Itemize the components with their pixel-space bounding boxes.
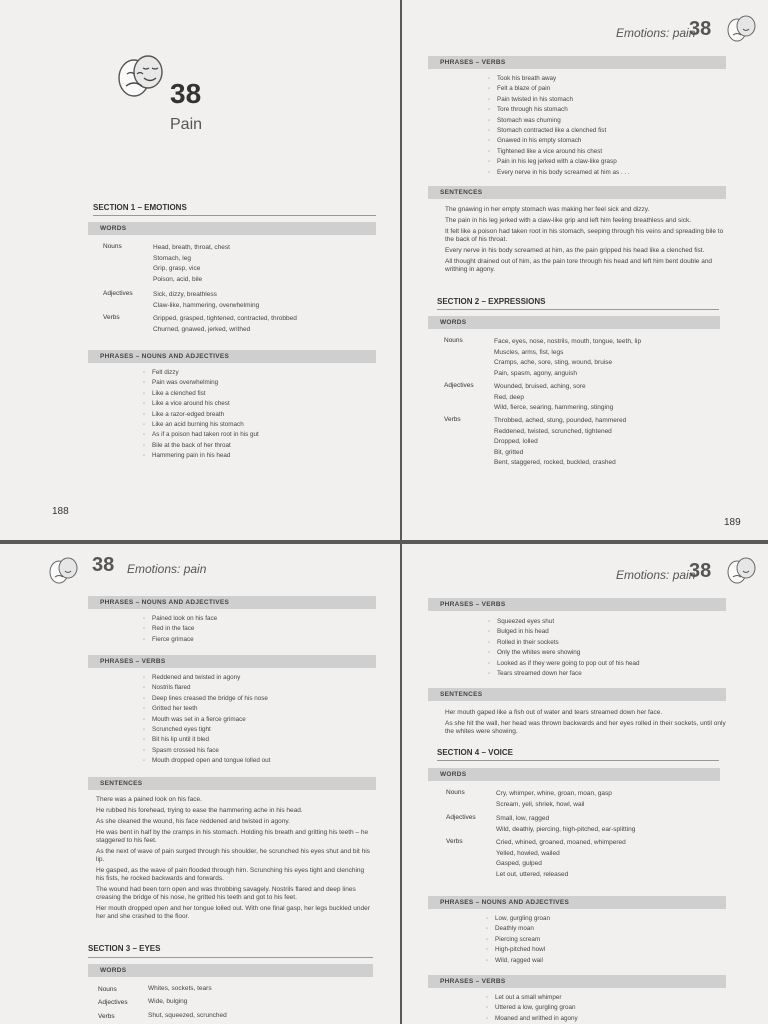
list-item: ◦ Bulged in his head (488, 627, 639, 637)
verb-line: Churned, gnawed, jerked, writhed (153, 325, 251, 333)
adjective-line: Small, low, ragged (496, 815, 550, 822)
section-3-heading: SECTION 3 – EYES (88, 944, 161, 953)
adjective-line: Wild, fierce, searing, hammering, stinging (494, 404, 614, 411)
adjectives-label: Adjectives (446, 814, 476, 821)
adjective-line: Claw-like, hammering, overwhelming (153, 301, 260, 309)
noun-line: Pain, spasm, agony, anguish (494, 369, 577, 377)
list-item: ◦ Piercing scream (486, 935, 550, 945)
theatre-masks-icon (46, 556, 82, 586)
chapter-number: 38 (170, 78, 202, 109)
list-item: ◦ Only the whites were showing (488, 648, 639, 658)
sentences-bar: SENTENCES (428, 186, 726, 199)
na-phrases-list (486, 914, 550, 966)
phrases-nouns-adjectives-bar: PHRASES – NOUNS AND ADJECTIVES (428, 896, 726, 909)
verbs-label: Verbs (98, 1013, 115, 1020)
page-189 (402, 0, 768, 540)
theatre-masks-icon (724, 14, 758, 44)
verb-line: Throbbed, ached, stung, pounded, hammered (494, 417, 627, 424)
adjectives-values (496, 814, 635, 835)
words-bar: WORDS (88, 222, 376, 235)
adjectives-label: Adjectives (98, 999, 128, 1006)
sentence: All thought drained out of him, as the pain tore through his head and left him bent double and writhing in agony. (445, 258, 713, 273)
page-188 (0, 0, 400, 540)
sentences-block (445, 206, 730, 274)
sentences-block (445, 709, 730, 736)
verb-line: Reddened, twisted, scrunched, tightened (494, 427, 612, 435)
verb-line: Bent, staggered, rocked, buckled, crashed (494, 459, 616, 466)
page-190 (0, 544, 400, 1024)
nouns-values (153, 243, 230, 285)
sentence: The gnawing in her empty stomach was making her feel sick and dizzy. (445, 206, 650, 213)
page-number: 189 (724, 517, 741, 528)
noun-line: Grip, grasp, vice (153, 265, 201, 272)
list-item: ◦ Bit his lip until it bled (143, 735, 270, 745)
list-item: ◦ Red in the face (143, 624, 217, 634)
list-item: ◦ Felt dizzy (143, 368, 259, 378)
list-item: ◦ Pain in his leg jerked with a claw-like grasp (488, 157, 630, 167)
verbs-label: Verbs (444, 416, 461, 423)
verb-line: Let out, uttered, released (496, 870, 569, 878)
adjective-line: Wild, deathly, piercing, high-pitched, ear-splitting (496, 825, 636, 833)
noun-line: Cramps, ache, sore, sting, wound, bruise (494, 359, 613, 366)
list-item: ◦ Gnawed in his empty stomach (488, 136, 630, 146)
sentences-bar: SENTENCES (428, 688, 726, 701)
nouns-values (496, 789, 612, 810)
adjectives-values (153, 290, 259, 311)
list-item: ◦ Tightened like a vice around his chest (488, 147, 630, 157)
list-item: ◦ Stomach contracted like a clenched fist (488, 126, 630, 136)
sentence: As the next of wave of pain surged through his shoulder, he scrunched his eyes shut and bit his lip. (96, 848, 370, 863)
list-item: ◦ Pain twisted in his stomach (488, 95, 630, 105)
list-item: ◦ As if a poison had taken root in his gut (143, 430, 259, 440)
verbs-values (494, 416, 626, 469)
list-item: ◦ High-pitched howl (486, 945, 550, 955)
section-rule (93, 215, 376, 216)
noun-line: Head, breath, throat, chest (153, 244, 230, 251)
list-item: ◦ Squeezed eyes shut (488, 617, 639, 627)
sentence: Her mouth gaped like a fish out of water and tears streamed down her face. (445, 709, 663, 716)
nouns-values (494, 337, 641, 379)
header-title: Emotions: pain (616, 26, 696, 40)
verbs-values (153, 314, 297, 335)
list-item: ◦ Rolled in their sockets (488, 638, 639, 648)
header-number: 38 (689, 18, 712, 40)
list-item: ◦ Reddened and twisted in agony (143, 673, 270, 683)
list-item: ◦ Moaned and writhed in agony (486, 1014, 578, 1024)
adjectives-values: Wide, bulging (148, 998, 188, 1005)
adjective-line: Red, deep (494, 393, 524, 401)
list-item: ◦ Like a clenched fist (143, 389, 259, 399)
nouns-label: Nouns (444, 337, 463, 344)
adjectives-values (494, 382, 613, 414)
sentence: He was bent in half by the cramps in his stomach. Holding his breath and gritting his teeth – he staggered to his feet. (96, 829, 369, 844)
noun-line: Face, eyes, nose, nostrils, mouth, tongue, teeth, lip (494, 338, 642, 345)
sentences-bar: SENTENCES (88, 777, 376, 790)
list-item: ◦ Mouth was set in a fierce grimace (143, 715, 270, 725)
list-item: ◦ Nostrils flared (143, 683, 270, 693)
verbs-values: Shut, squeezed, scrunched (148, 1012, 227, 1019)
theatre-masks-icon (724, 556, 758, 586)
phrases-list (143, 368, 259, 462)
list-item: ◦ Gritted her teeth (143, 704, 270, 714)
verb-line: Gasped, gulped (496, 860, 542, 867)
list-item: ◦ Looked as if they were going to pop out of his head (488, 659, 639, 669)
section-1-heading: SECTION 1 – EMOTIONS (93, 203, 187, 212)
sentence: As she hit the wall, her head was thrown backwards and her eyes rolled in their sockets, until only the whites were showing. (445, 720, 726, 735)
page-191 (402, 544, 768, 1024)
chapter-title: Pain (170, 116, 203, 133)
nouns-values: Whites, sockets, tears (148, 985, 212, 992)
nouns-label: Nouns (446, 789, 465, 796)
sentence: He rubbed his forehead, trying to ease the hammering ache in his head. (96, 807, 303, 814)
list-item: ◦ Tore through his stomach (488, 105, 630, 115)
na-phrases-list (143, 614, 217, 645)
header-title: Emotions: pain (127, 562, 207, 576)
list-item: ◦ Stomach was churning (488, 116, 630, 126)
sentence: The wound had been torn open and was throbbing savagely. Nostrils flared and deep lines creasing the bridge of his nose, he gritted his teeth and got to his feet. (96, 886, 356, 901)
list-item: ◦ Like an acid burning his stomach (143, 420, 259, 430)
noun-line: Muscles, arms, fist, legs (494, 348, 564, 356)
verbs-values (496, 838, 626, 880)
list-item: ◦ Fierce grimace (143, 635, 217, 645)
verb-line: Dropped, lolled (494, 438, 538, 445)
verb-phrases-list-2 (486, 993, 578, 1024)
section-rule (437, 309, 719, 310)
list-item: ◦ Wild, ragged wail (486, 956, 550, 966)
phrases-verbs-bar: PHRASES – VERBS (428, 56, 726, 69)
verb-line: Yelled, howled, wailed (496, 849, 560, 857)
words-bar: WORDS (428, 316, 720, 329)
list-item: ◦ Pain was overwhelming (143, 378, 259, 388)
section-4-heading: SECTION 4 – VOICE (437, 748, 514, 757)
noun-line: Poison, acid, bile (153, 275, 203, 283)
list-item: ◦ Scrunched eyes tight (143, 725, 270, 735)
phrases-nouns-adjectives-bar: PHRASES – NOUNS AND ADJECTIVES (88, 350, 376, 363)
verb-phrases-list (143, 673, 270, 767)
list-item: ◦ Hammering pain in his head (143, 451, 259, 461)
nouns-label: Nouns (98, 986, 117, 993)
list-item: ◦ Deathly moan (486, 924, 550, 934)
sentence: Her mouth dropped open and her tongue lolled out. With one final gasp, her legs buckled under her and she crashed to the floor. (96, 905, 370, 920)
list-item: ◦ Bile at the back of her throat (143, 441, 259, 451)
section-rule (437, 760, 719, 761)
sentence: Every nerve in his body screamed at him, as the pain gripped his head like a clenched fist. (445, 247, 705, 254)
adjective-line: Sick, dizzy, breathless (153, 291, 217, 298)
sentence: As she cleaned the wound, his face reddened and twisted in agony. (96, 818, 290, 825)
sentence: He gasped, as the wave of pain flooded through him. Scrunching his eyes tight and clenching his fists, he rocked backwards and forwards. (96, 867, 365, 882)
adjective-line: Wounded, bruised, aching, sore (494, 383, 586, 390)
adjectives-label: Adjectives (103, 290, 133, 297)
list-item: ◦ Low, gurgling groan (486, 914, 550, 924)
page-number: 188 (52, 506, 69, 517)
phrases-verbs-bar: PHRASES – VERBS (428, 598, 726, 611)
theatre-masks-icon (112, 52, 168, 102)
sentence: There was a pained look on his face. (96, 796, 202, 803)
nouns-label: Nouns (103, 243, 122, 250)
words-bar: WORDS (88, 964, 373, 977)
verbs-label: Verbs (446, 838, 463, 845)
verb-line: Gripped, grasped, tightened, contracted, throbbed (153, 315, 297, 322)
header-title: Emotions: pain (616, 568, 696, 582)
list-item: ◦ Felt a blaze of pain (488, 84, 630, 94)
list-item: ◦ Uttered a low, gurgling groan (486, 1003, 578, 1013)
phrases-verbs-bar-2: PHRASES – VERBS (428, 975, 726, 988)
header-number: 38 (92, 554, 115, 576)
verbs-label: Verbs (103, 314, 120, 321)
words-bar: WORDS (428, 768, 720, 781)
phrases-verbs-bar: PHRASES – VERBS (88, 655, 376, 668)
list-item: ◦ Spasm crossed his face (143, 746, 270, 756)
adjectives-label: Adjectives (444, 382, 474, 389)
header-number: 38 (689, 560, 712, 582)
sentence: The pain in his leg jerked with a claw-like grip and left him feeling breathless and sick. (445, 217, 692, 224)
sentences-block (96, 796, 374, 921)
list-item: ◦ Like a vice around his chest (143, 399, 259, 409)
section-2-heading: SECTION 2 – EXPRESSIONS (437, 297, 546, 306)
sentence: It felt like a poison had taken root in his stomach, seeping through his veins and spreading bile to the back of his throat. (445, 228, 724, 243)
verb-line: Cried, whined, groaned, moaned, whimpered (496, 839, 626, 846)
list-item: ◦ Pained look on his face (143, 614, 217, 624)
list-item: ◦ Let out a small whimper (486, 993, 578, 1003)
verb-phrases-list (488, 74, 630, 178)
list-item: ◦ Tears streamed down her face (488, 669, 639, 679)
phrases-nouns-adjectives-bar: PHRASES – NOUNS AND ADJECTIVES (88, 596, 376, 609)
list-item: ◦ Took his breath away (488, 74, 630, 84)
verb-line: Bit, gritted (494, 448, 524, 456)
noun-line: Cry, whimper, whine, groan, moan, gasp (496, 790, 612, 797)
verb-phrases-list (488, 617, 639, 679)
noun-line: Stomach, leg (153, 254, 191, 262)
noun-line: Scream, yell, shriek, howl, wail (496, 800, 585, 808)
list-item: ◦ Like a razor-edged breath (143, 410, 259, 420)
list-item: ◦ Mouth dropped open and tongue lolled out (143, 756, 270, 766)
list-item: ◦ Deep lines creased the bridge of his nose (143, 694, 270, 704)
section-rule (88, 957, 373, 958)
list-item: ◦ Every nerve in his body screamed at him as . . . (488, 168, 630, 178)
